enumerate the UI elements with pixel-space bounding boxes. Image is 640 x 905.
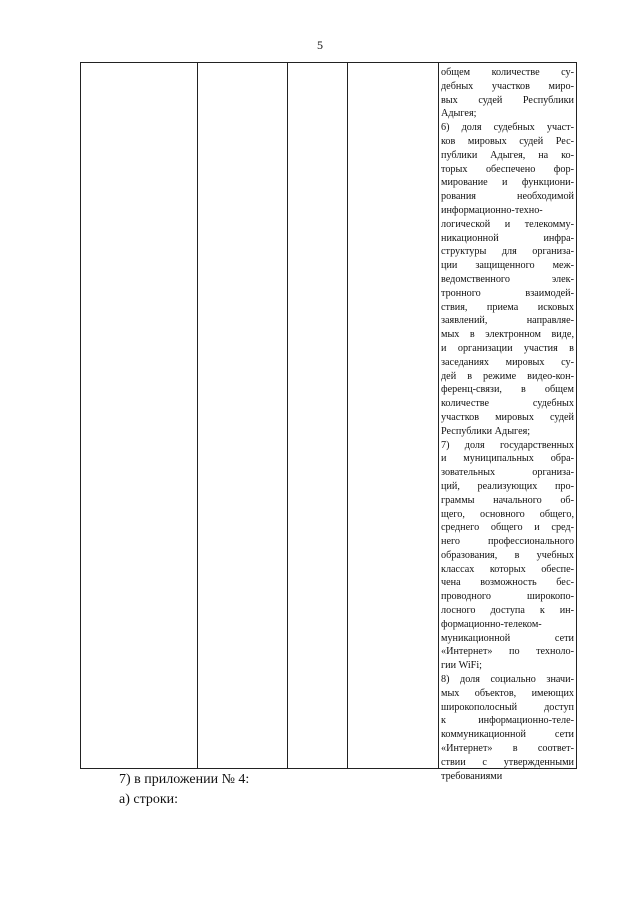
table-cell-line: «Интернет» по техноло- <box>441 646 574 658</box>
table-cell-line: Республики Адыгея; <box>441 425 531 437</box>
table-cell-line: среднего общего и сред- <box>441 522 574 534</box>
body-text-line: 7) в приложении № 4: <box>119 772 250 787</box>
table-column-divider <box>347 63 348 768</box>
table-cell-line: информационно-техно- <box>441 204 543 216</box>
table-cell-line: муникационной сети <box>441 632 574 644</box>
table-cell-line: образования, в учебных <box>441 549 574 561</box>
table-cell-line: ков мировых судей Рес- <box>441 135 574 147</box>
table-cell-line: мых в электронном виде, <box>441 329 574 341</box>
table-cell-line: лосного доступа к ин- <box>441 605 574 617</box>
table-column-divider <box>197 63 198 768</box>
table-cell-line: «Интернет» в соответ- <box>441 743 574 755</box>
table-cell-line: ствии с утвержденными <box>441 756 574 768</box>
table-cell-line: никационной инфра- <box>441 232 574 244</box>
table-cell-line: и муниципальных обра- <box>441 453 574 465</box>
table-cell-line: мирование и функциони- <box>441 177 574 189</box>
table-cell-line: к информационно-теле- <box>441 715 574 727</box>
table-cell-line: 7) доля государственных <box>441 439 574 451</box>
table-cell-line: зовательных организа- <box>441 467 574 479</box>
table-cell-line: дебных участков миро- <box>441 80 574 92</box>
table-cell-line: граммы начального об- <box>441 494 574 506</box>
table-cell-line: ведомственного элек- <box>441 273 574 285</box>
table-cell-line: вых судей Республики <box>441 94 574 106</box>
table-cell-line: классах которых обеспе- <box>441 563 574 575</box>
table-cell-line: и организации участия в <box>441 342 574 354</box>
table-cell-line: структуры для организа- <box>441 246 574 258</box>
table-cell-line: мых объектов, имеющих <box>441 687 574 699</box>
table-cell-indicators <box>441 66 574 783</box>
table-cell-line: ференц-связи, в общем <box>441 384 574 396</box>
table-cell-line: проводного широкопо- <box>441 591 574 603</box>
table-cell-line: Адыгея; <box>441 108 477 120</box>
table-cell-line: ций, реализующих про- <box>441 480 574 492</box>
table-cell-line: ствия, приема исковых <box>441 301 574 313</box>
page-number: 5 <box>317 38 323 52</box>
table-cell-line: рования необходимой <box>441 191 574 203</box>
table-cell-line: коммуникационной сети <box>441 729 574 741</box>
table-cell-line: гии WiFi; <box>441 660 482 672</box>
table-column-divider <box>287 63 288 768</box>
table-column-divider <box>438 63 439 768</box>
table-cell-line: 8) доля социально значи- <box>441 674 574 686</box>
table-cell-line: широкополосный доступ <box>441 701 574 713</box>
table-cell-line: дей в режиме видео-кон- <box>441 370 574 382</box>
table-cell-line: требованиями <box>441 770 503 782</box>
table-cell-line: логической и телекомму- <box>441 218 574 230</box>
table-cell-line: формационно-телеком- <box>441 618 542 630</box>
table-cell-line: общем количестве су- <box>441 67 574 78</box>
table-cell-line: заявлений, направляе- <box>441 315 574 327</box>
table-cell-line: ции защищенного меж- <box>441 260 574 272</box>
table-cell-line: щего, основного общего, <box>441 508 574 520</box>
table-cell-line: него профессионального <box>441 536 574 548</box>
table-cell-line: 6) доля судебных участ- <box>441 122 574 134</box>
table-cell-line: торых обеспечено фор- <box>441 163 574 175</box>
table-cell-line: количестве судебных <box>441 398 574 410</box>
table-cell-line: заседаниях мировых су- <box>441 356 574 368</box>
table-cell-line: участков мировых судей <box>441 411 574 423</box>
table-cell-line: публики Адыгея, на ко- <box>441 149 574 161</box>
table-cell-line: чена возможность бес- <box>441 577 574 589</box>
body-text-line: а) строки: <box>119 792 179 807</box>
table-cell-line: тронного взаимодей- <box>441 287 574 299</box>
